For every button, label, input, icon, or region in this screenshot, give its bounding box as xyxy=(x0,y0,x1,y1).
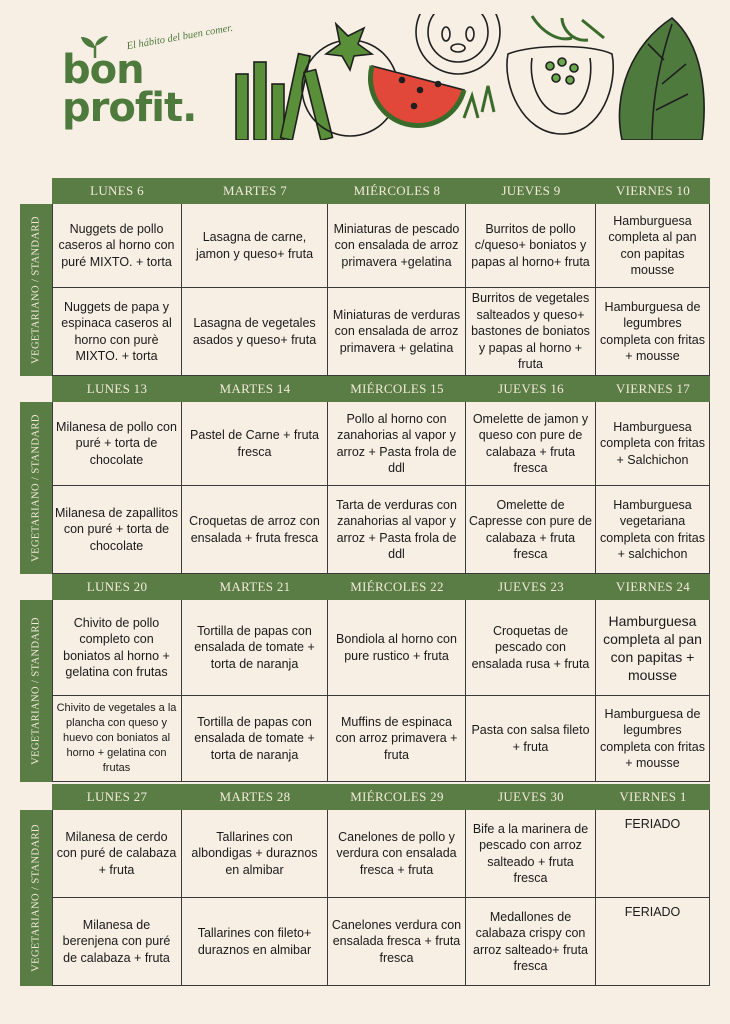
menu-type-side-label xyxy=(20,204,52,376)
day-header: MARTES 28 xyxy=(182,784,328,810)
vegetarian-meal-cell: Nuggets de papa y espinaca caseros al horno con purè MIXTO. + torta xyxy=(52,288,182,376)
day-header: LUNES 20 xyxy=(52,574,182,600)
vegetarian-meal-cell: Hamburguesa de legumbres completa con fritas + mousse xyxy=(596,696,710,782)
standard-meal-cell: Canelones de pollo y verdura con ensalada fresca + fruta xyxy=(328,810,466,898)
vegetarian-meal-cell: Milanesa de berenjena con puré de calabaza + fruta xyxy=(52,898,182,986)
vegetarian-meal-cell: Hamburguesa vegetariana completa con fritas + salchichon xyxy=(596,486,710,574)
standard-meal-cell: Tortilla de papas con ensalada de tomate + torta de naranja xyxy=(182,600,328,696)
side-label-text: VEGETARIANO / STANDARD xyxy=(30,824,42,972)
day-header: MIÉRCOLES 8 xyxy=(328,178,466,204)
vegetarian-meal-cell: Milanesa de zapallitos con puré + torta de chocolate xyxy=(52,486,182,574)
standard-meal-cell: Miniaturas de pescado con ensalada de arroz primavera +gelatina xyxy=(328,204,466,288)
standard-meal-cell: Burritos de pollo c/queso+ boniatos y papas al horno+ fruta xyxy=(466,204,596,288)
menu-week xyxy=(20,784,710,986)
menu-week xyxy=(20,574,710,782)
standard-meal-cell: Hamburguesa completa con fritas + Salchichon xyxy=(596,402,710,486)
vegetarian-meal-cell: Chivito de vegetales a la plancha con queso y huevo con boniatos al horno + gelatina con frutas xyxy=(52,696,182,782)
menu-type-side-label xyxy=(20,600,52,782)
day-header: JUEVES 30 xyxy=(466,784,596,810)
menu-week xyxy=(20,376,710,574)
vegetarian-meal-cell: Tarta de verduras con zanahorias al vapor y arroz + Pasta frola de ddl xyxy=(328,486,466,574)
standard-meal-cell: Chivito de pollo completo con boniatos al horno + gelatina con frutas xyxy=(52,600,182,696)
standard-meal-cell: Hamburguesa completa al pan con papitas mousse xyxy=(596,204,710,288)
side-label-text: VEGETARIANO / STANDARD xyxy=(30,617,42,765)
standard-meal-cell: Bife a la marinera de pescado con arroz salteado + fruta fresca xyxy=(466,810,596,898)
vegetarian-meal-cell: Miniaturas de verduras con ensalada de arroz primavera + gelatina xyxy=(328,288,466,376)
page-header xyxy=(0,0,730,150)
day-header: VIERNES 10 xyxy=(596,178,710,204)
menu-type-side-label xyxy=(20,402,52,574)
vegetarian-meal-cell: Lasagna de vegetales asados y queso+ fruta xyxy=(182,288,328,376)
day-header: MIÉRCOLES 22 xyxy=(328,574,466,600)
standard-meal-cell: Milanesa de pollo con puré + torta de chocolate xyxy=(52,402,182,486)
day-header: LUNES 13 xyxy=(52,376,182,402)
standard-meal-cell: Tallarines con albondigas + duraznos en almibar xyxy=(182,810,328,898)
vegetarian-meal-cell: Croquetas de arroz con ensalada + fruta fresca xyxy=(182,486,328,574)
vegetarian-meal-cell: Pasta con salsa fileto + fruta xyxy=(466,696,596,782)
brand-tagline: El hábito del buen comer. xyxy=(125,22,234,53)
vegetarian-meal-cell: Canelones verdura con ensalada fresca + fruta fresca xyxy=(328,898,466,986)
standard-meal-cell: Pastel de Carne + fruta fresca xyxy=(182,402,328,486)
standard-meal-cell: Milanesa de cerdo con puré de calabaza + fruta xyxy=(52,810,182,898)
brand-name-line1: bon xyxy=(62,47,144,93)
day-header: VIERNES 17 xyxy=(596,376,710,402)
brand-logo xyxy=(60,22,234,140)
vegetables-illustration xyxy=(232,14,708,140)
day-header: MIÉRCOLES 29 xyxy=(328,784,466,810)
standard-meal-cell: Nuggets de pollo caseros al horno con puré MIXTO. + torta xyxy=(52,204,182,288)
day-header: MIÉRCOLES 15 xyxy=(328,376,466,402)
vegetarian-meal-cell: Omelette de Capresse con pure de calabaza + fruta fresca xyxy=(466,486,596,574)
standard-meal-cell: Lasagna de carne, jamon y queso+ fruta xyxy=(182,204,328,288)
menu-type-side-label xyxy=(20,810,52,986)
vegetarian-meal-cell: Tallarines con fileto+ duraznos en almibar xyxy=(182,898,328,986)
day-header: MARTES 21 xyxy=(182,574,328,600)
day-header: LUNES 27 xyxy=(52,784,182,810)
standard-meal-cell: Hamburguesa completa al pan con papitas + mousse xyxy=(596,600,710,696)
menu-week xyxy=(20,178,710,376)
vegetarian-meal-cell: Medallones de calabaza crispy con arroz salteado+ fruta fresca xyxy=(466,898,596,986)
vegetarian-meal-cell: Tortilla de papas con ensalada de tomate + torta de naranja xyxy=(182,696,328,782)
standard-meal-cell: Omelette de jamon y queso con pure de calabaza + fruta fresca xyxy=(466,402,596,486)
vegetarian-meal-cell: Burritos de vegetales salteados y queso+ bastones de boniatos y papas al horno + fruta xyxy=(466,288,596,376)
standard-meal-cell: Croquetas de pescado con ensalada rusa + fruta xyxy=(466,600,596,696)
vegetarian-meal-cell: Muffins de espinaca con arroz primavera + fruta xyxy=(328,696,466,782)
vegetarian-meal-cell: FERIADO xyxy=(596,898,710,986)
standard-meal-cell: FERIADO xyxy=(596,810,710,898)
brand-name-line2: profit. xyxy=(62,85,197,131)
day-header: MARTES 7 xyxy=(182,178,328,204)
day-header: JUEVES 9 xyxy=(466,178,596,204)
day-header: JUEVES 16 xyxy=(466,376,596,402)
day-header: VIERNES 24 xyxy=(596,574,710,600)
day-header: VIERNES 1 xyxy=(596,784,710,810)
standard-meal-cell: Pollo al horno con zanahorias al vapor y arroz + Pasta frola de ddl xyxy=(328,402,466,486)
standard-meal-cell: Bondiola al horno con pure rustico + fruta xyxy=(328,600,466,696)
day-header: LUNES 6 xyxy=(52,178,182,204)
day-header: MARTES 14 xyxy=(182,376,328,402)
side-label-text: VEGETARIANO / STANDARD xyxy=(30,216,42,364)
vegetarian-meal-cell: Hamburguesa de legumbres completa con fritas + mousse xyxy=(596,288,710,376)
day-header: JUEVES 23 xyxy=(466,574,596,600)
side-label-text: VEGETARIANO / STANDARD xyxy=(30,414,42,562)
